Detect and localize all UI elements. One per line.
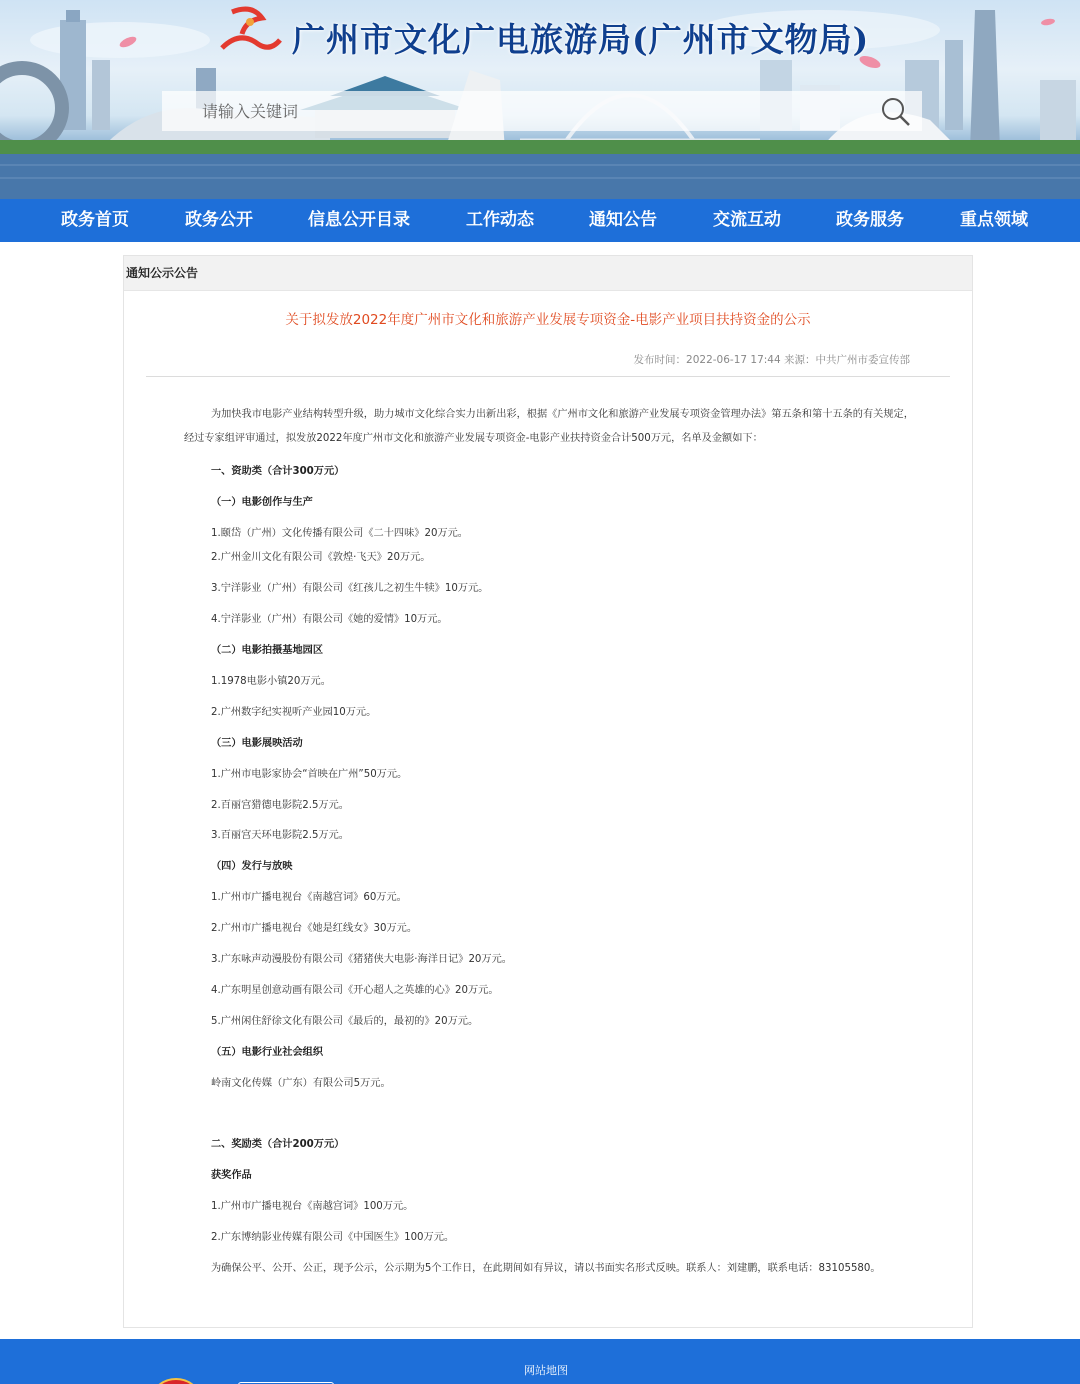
list-item: 2.广州金川文化有限公司《敦煌·飞天》20万元。 [211,552,431,563]
national-emblem-icon [148,1378,204,1384]
list-item: 2.百丽宫猎德电影院2.5万元。 [211,800,349,811]
section-heading: 一、资助类（合计300万元） [211,466,345,477]
list-item: 2.广州数字纪实视听产业园10万元。 [211,707,377,718]
site-logo [222,9,280,48]
nav-item-services[interactable]: 政务服务 [836,210,904,230]
nav-item-info-catalog[interactable]: 信息公开目录 [308,210,410,230]
site-title: 广州市文化广电旅游局(广州市文物局) [292,20,870,59]
nav-item-gov-affairs-public[interactable]: 政务公开 [185,210,253,230]
footer [0,1339,1080,1384]
nav-item-interaction[interactable]: 交流互动 [713,210,781,230]
subsection-heading: （五）电影行业社会组织 [211,1047,324,1058]
subsection-heading: （一）电影创作与生产 [211,497,313,508]
list-item: 3.广东咏声动漫股份有限公司《猪猪侠大电影·海洋日记》20万元。 [211,954,512,965]
list-item: 1.广州市广播电视台《南越宫词》100万元。 [211,1201,414,1212]
list-item: 1.1978电影小镇20万元。 [211,676,331,687]
search-button[interactable] [878,94,914,128]
closing-statement: 为确保公平、公开、公正，现予公示，公示期为5个工作日，在此期间如有异议，请以书面实名形式反映。联系人：刘建鹏，联系电话：83105580。 [211,1263,881,1274]
nav-item-home[interactable]: 政务首页 [61,210,129,230]
subsection-heading: 获奖作品 [211,1170,252,1181]
list-item: 3.宁洋影业（广州）有限公司《红孩儿之初生牛犊》10万元。 [211,583,489,594]
subsection-heading: （二）电影拍摄基地园区 [211,645,324,656]
article-title: 关于拟发放2022年度广州市文化和旅游产业发展专项资金-电影产业项目扶持资金的公示 [285,312,811,328]
nav-item-key-areas[interactable]: 重点领域 [960,210,1028,230]
list-item: 1.颐岱（广州）文化传播有限公司《二十四味》20万元。 [211,528,468,539]
article-intro: 为加快我市电影产业结构转型升级，助力城市文化综合实力出新出彩，根据《广州市文化和旅游产业发展专项资金管理办法》第五条和第十五条的有关规定，经过专家组评审通过，拟发放2022年度广州市文化和旅游产业发展专项资金-电影产业扶持资金合计500万元，名单及金额如下： [184,409,914,444]
search-icon [878,94,914,128]
list-item: 5.广州闲住舒徐文化有限公司《最后的，最初的》20万元。 [211,1016,479,1027]
article-meta: 发布时间：2022-06-17 17:44 来源：中共广州市委宣传部 [633,354,910,366]
header-banner [0,0,1080,199]
list-item: 2.广州市广播电视台《她是红线女》30万元。 [211,923,418,934]
article-card [123,255,973,1328]
search-bar [162,91,922,131]
list-item: 2.广东博纳影业传媒有限公司《中国医生》100万元。 [211,1232,455,1243]
list-item: 岭南文化传媒（广东）有限公司5万元。 [211,1078,391,1089]
list-item: 1.广州市广播电视台《南越宫词》60万元。 [211,892,407,903]
title-divider [146,376,950,377]
section-title: 通知公示公告 [124,256,972,291]
list-item: 1.广州市电影家协会“首映在广州”50万元。 [211,769,408,780]
subsection-heading: （四）发行与放映 [211,861,293,872]
sitemap-link[interactable]: 网站地图 [524,1364,568,1377]
list-item: 4.宁洋影业（广州）有限公司《她的爱情》10万元。 [211,614,448,625]
main-nav [0,199,1080,242]
nav-item-work-news[interactable]: 工作动态 [466,210,534,230]
nav-item-notices[interactable]: 通知公告 [589,210,657,230]
subsection-heading: （三）电影展映活动 [211,738,303,749]
section-heading: 二、奖励类（合计200万元） [211,1139,345,1150]
list-item: 3.百丽宫天环电影院2.5万元。 [211,830,349,841]
list-item: 4.广东明星创意动画有限公司《开心超人之英雄的心》20万元。 [211,985,499,996]
search-input[interactable] [202,91,862,131]
